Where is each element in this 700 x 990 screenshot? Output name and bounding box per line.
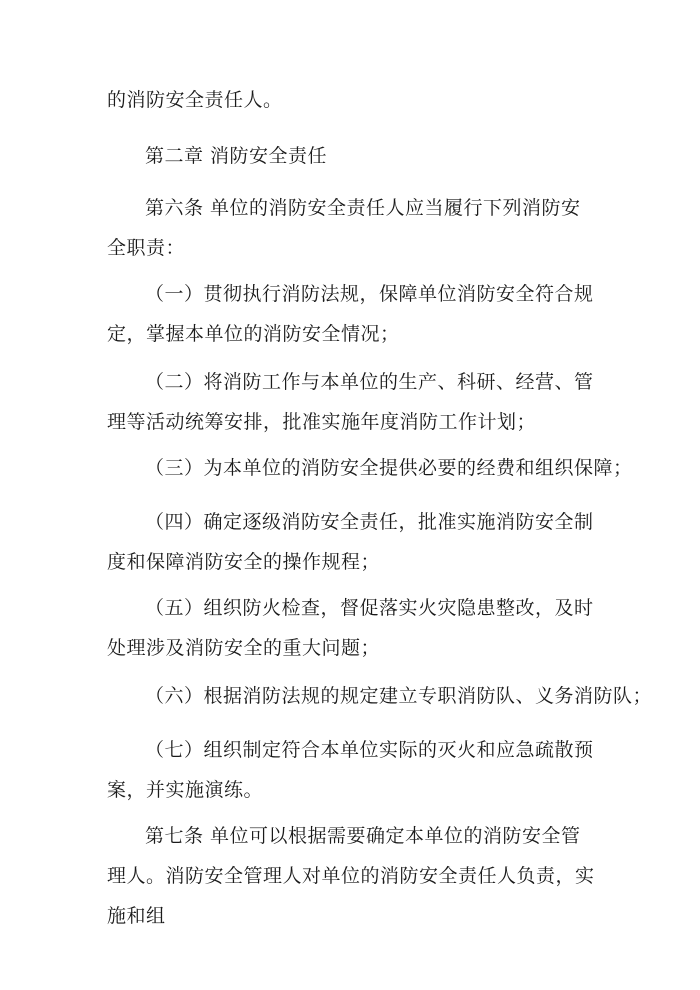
- article-7: 第七条 单位可以根据需要确定本单位的消防安全管理人。消防安全管理人对单位的消防安全责任人负责，实施和组: [107, 825, 595, 927]
- duty-item-7: （七）组织制定符合本单位实际的灭火和应急疏散预案，并实施演练。: [107, 739, 594, 801]
- duty-item-4: （四）确定逐级消防安全责任，批准实施消防安全制度和保障消防安全的操作规程；: [107, 511, 594, 573]
- article-6: 第六条 单位的消防安全责任人应当履行下列消防安全职责：: [107, 197, 581, 259]
- duty-item-5: （五）组织防火检查，督促落实火灾隐患整改，及时处理涉及消防安全的重大问题；: [107, 597, 594, 659]
- paragraph-continuation: 的消防安全责任人。: [107, 89, 283, 111]
- chapter-heading: 第二章 消防安全责任: [145, 145, 328, 167]
- duty-item-3: （三）为本单位的消防安全提供必要的经费和组织保障；: [145, 457, 633, 479]
- duty-item-2: （二）将消防工作与本单位的生产、科研、经营、管理等活动统筹安排，批准实施年度消防工作计划；: [107, 371, 594, 433]
- duty-item-1: （一）贯彻执行消防法规，保障单位消防安全符合规定，掌握本单位的消防安全情况；: [107, 283, 594, 345]
- duty-item-6: （六）根据消防法规的规定建立专职消防队、义务消防队；: [145, 685, 653, 707]
